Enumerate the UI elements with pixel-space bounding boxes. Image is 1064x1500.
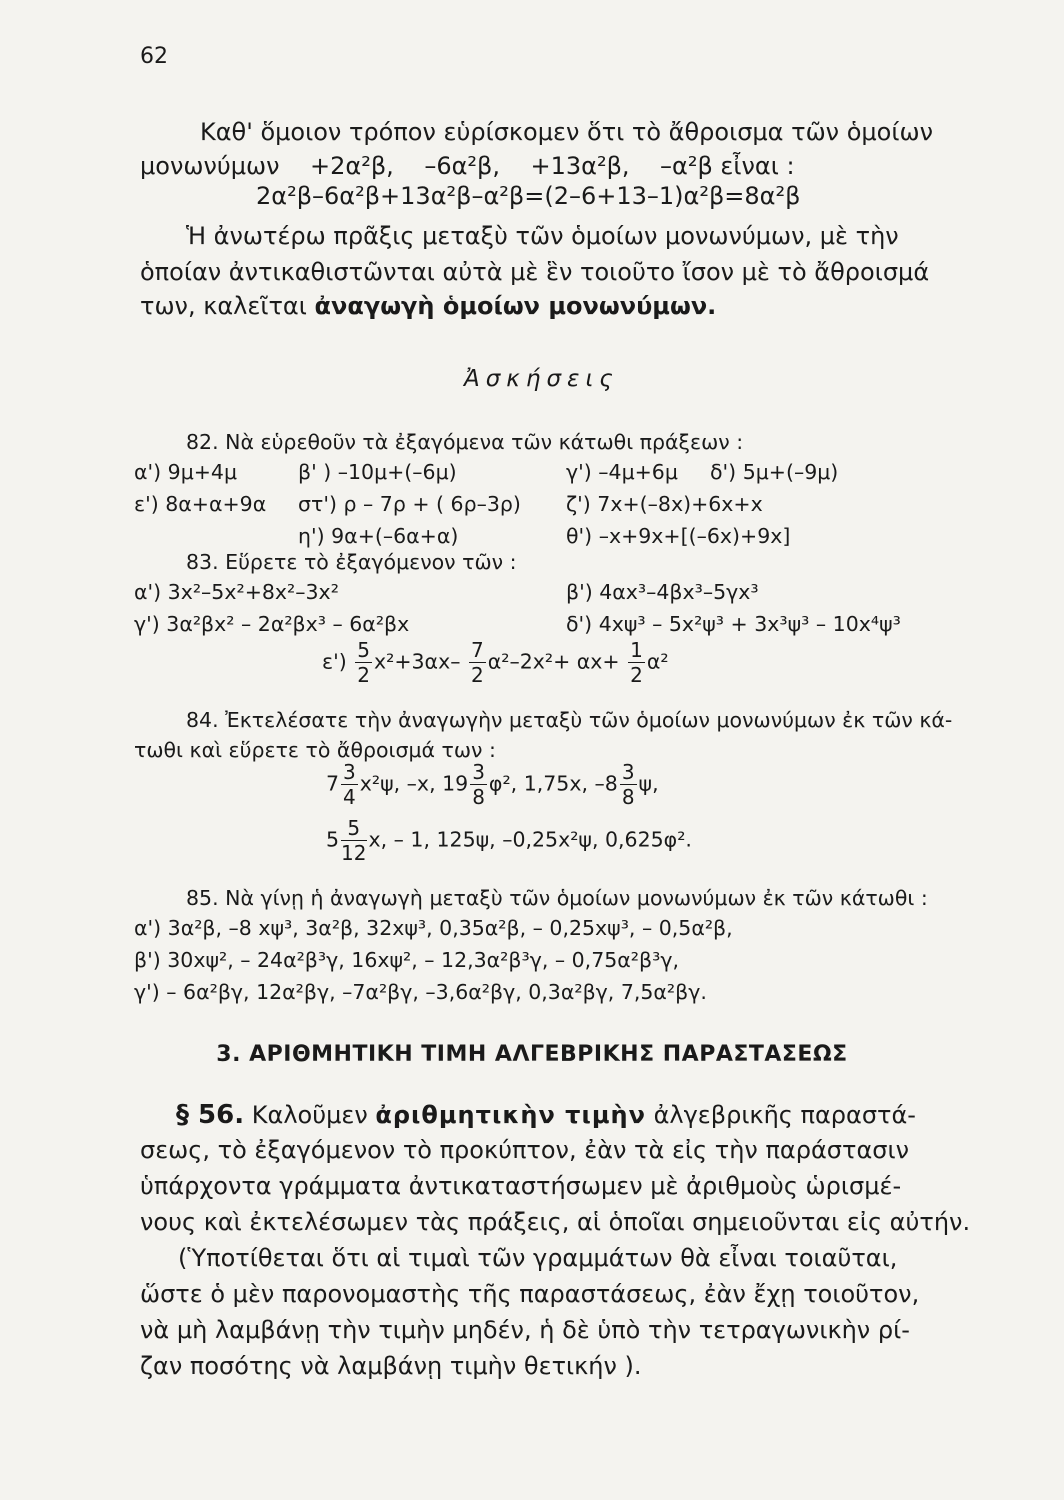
fraction: $\frac{1}{2}$ [630,638,643,687]
ex83-e-term-2: α²–2x²+ αx+ [487,649,620,674]
para56-line-7: νὰ μὴ λαμβάνῃ τὴν τιμὴν μηδέν, ἡ δὲ ὑπὸ τὴν τετραγωνικὴν ρί- [140,1316,910,1344]
ex83-e-label: ε') [322,649,347,674]
para56-line-5: (Ὑποτίθεται ὅτι αἱ τιμαὶ τῶν γραμμάτων θὰ εἶναι τοιαῦται, [178,1244,898,1272]
ex84-terms-d: x, – 1, 125ψ, –0,25x²ψ, 0,625φ². [368,827,692,852]
fraction: $\frac{3}{8}$ [472,760,485,809]
ex82-b: β' ) –10μ+(–6μ) [298,460,457,484]
ex84-line-1 [326,762,659,807]
ex85-b: β') 30xψ², – 24α²β³γ, 16xψ², – 12,3α²β³γ, – 0,75α²β³γ, [134,948,679,972]
ex85-a: α') 3α²β, –8 xψ³, 3α²β, 32xψ³, 0,35α²β, – 0,25xψ³, – 0,5α²β, [134,916,733,940]
para56-term: ἀριθμητικὴν τιμὴν [375,1101,646,1129]
exercises-heading: Ἀσκήσεις [464,366,619,392]
ex83-e-term-1: x²+3αx– [373,649,461,674]
ex84-line-2 [326,818,692,863]
ex84-terms-c: ψ, [638,771,659,796]
ex82-th: θ') –x+9x+[(–6x)+9x] [566,524,791,548]
intro-term-bold: ἀναγωγὴ ὁμοίων μονωνύμων. [314,292,717,320]
ex83-b: β') 4αx³–4βx³–5γx³ [566,580,759,604]
ex82-c: γ') –4μ+6μ [566,460,678,484]
intro-line-4: Ἡ ἀνωτέρω πρᾶξις μεταξὺ τῶν ὁμοίων μονωνύμων, μὲ τὴν [186,222,899,250]
ex83-d: δ') 4xψ³ – 5x²ψ³ + 3x³ψ³ – 10x⁴ψ³ [566,612,901,636]
para56-text-c: ἀλγεβρικῆς παραστά- [653,1101,916,1129]
fraction: $\frac{5}{2}$ [357,638,370,687]
intro-equation: 2α²β–6α²β+13α²β–α²β=(2–6+13–1)α²β=8α²β [256,182,801,210]
ex84-terms-b: φ², 1,75x, –8 [488,771,618,796]
para56-line-8: ζαν ποσότης νὰ λαμβάνῃ τιμὴν θετικήν ). [140,1352,642,1380]
fraction: $\frac{3}{8}$ [621,760,635,809]
ex82-st: στ') ρ – 7ρ + ( 6ρ–3ρ) [298,492,521,516]
para56-line-3: ὑπάρχοντα γράμματα ἀντικαταστήσωμεν μὲ ἀριθμοὺς ὡρισμέ- [140,1172,902,1200]
ex82-h: η') 9α+(–6α+α) [298,524,459,548]
ex84-title: 84. Ἐκτελέσατε τὴν ἀναγωγὴν μεταξὺ τῶν ὁμοίων μονωνύμων ἐκ τῶν κά- [186,708,953,732]
ex84-terms-a: x²ψ, –x, 19 [359,771,469,796]
para56-line-1 [176,1100,916,1130]
fraction: $\frac{5}{12}$ [341,816,367,865]
intro-line-6-text: των, καλεῖται [140,292,307,320]
ex83-e [322,640,669,685]
ex83-a: α') 3x²–5x²+8x²–3x² [134,580,339,604]
intro-line-1: Καθ' ὅμοιον τρόπον εὑρίσκομεν ὅτι τὸ ἄθροισμα τῶν ὁμοίων [200,118,933,146]
ex85-c: γ') – 6α²βγ, 12α²βγ, –7α²βγ, –3,6α²βγ, 0,3α²βγ, 7,5α²βγ. [134,980,707,1004]
ex84-coef-2: 5 [326,827,340,852]
ex82-title: 82. Νὰ εὑρεθοῦν τὰ ἐξαγόμενα τῶν κάτωθι πράξεων : [186,430,744,454]
intro-line-6 [140,292,716,320]
ex83-title: 83. Εὕρετε τὸ ἐξαγόμενον τῶν : [186,550,517,574]
ex82-z: ζ') 7x+(–8x)+6x+x [566,492,763,516]
intro-line-5: ὁποίαν ἀντικαθιστῶνται αὐτὰ μὲ ἓν τοιοῦτο ἴσον μὲ τὸ ἄθροισμά [140,258,930,286]
ex84-title-2: τωθι καὶ εὕρετε τὸ ἄθροισμά των : [134,738,496,762]
ex85-title: 85. Νὰ γίνῃ ἡ ἀναγωγὴ μεταξὺ τῶν ὁμοίων μονωνύμων ἐκ τῶν κάτωθι : [186,886,928,910]
para-number: § 56. [176,1100,245,1130]
ex83-e-term-3: α² [646,649,669,674]
page-number: 62 [140,44,168,69]
ex83-c: γ') 3α²βx² – 2α²βx³ – 6α²βx [134,612,410,636]
para56-line-2: σεως, τὸ ἐξαγόμενον τὸ προκύπτον, ἐὰν τὰ εἰς τὴν παράστασιν [140,1136,909,1164]
intro-line-2: μονωνύμων +2α²β, –6α²β, +13α²β, –α²β εἶναι : [140,152,795,180]
para56-line-4: νους καὶ ἐκτελέσωμεν τὰς πράξεις, αἱ ὁποῖαι σημειοῦνται εἰς αὐτήν. [140,1208,971,1236]
para56-text-a: Καλοῦμεν [251,1101,368,1129]
ex82-e: ε') 8α+α+9α [134,492,267,516]
section-heading: 3. ΑΡΙΘΜΗΤΙΚΗ ΤΙΜΗ ΑΛΓΕΒΡΙΚΗΣ ΠΑΡΑΣΤΑΣΕΩΣ [216,1042,848,1067]
fraction: $\frac{7}{2}$ [470,638,484,687]
ex82-d: δ') 5μ+(–9μ) [710,460,839,484]
ex82-a: α') 9μ+4μ [134,460,238,484]
para56-line-6: ὥστε ὁ μὲν παρονομαστὴς τῆς παραστάσεως, ἐὰν ἔχῃ τοιοῦτον, [140,1280,920,1308]
ex84-coef: 7 [326,771,340,796]
fraction: $\frac{3}{4}$ [343,760,356,809]
